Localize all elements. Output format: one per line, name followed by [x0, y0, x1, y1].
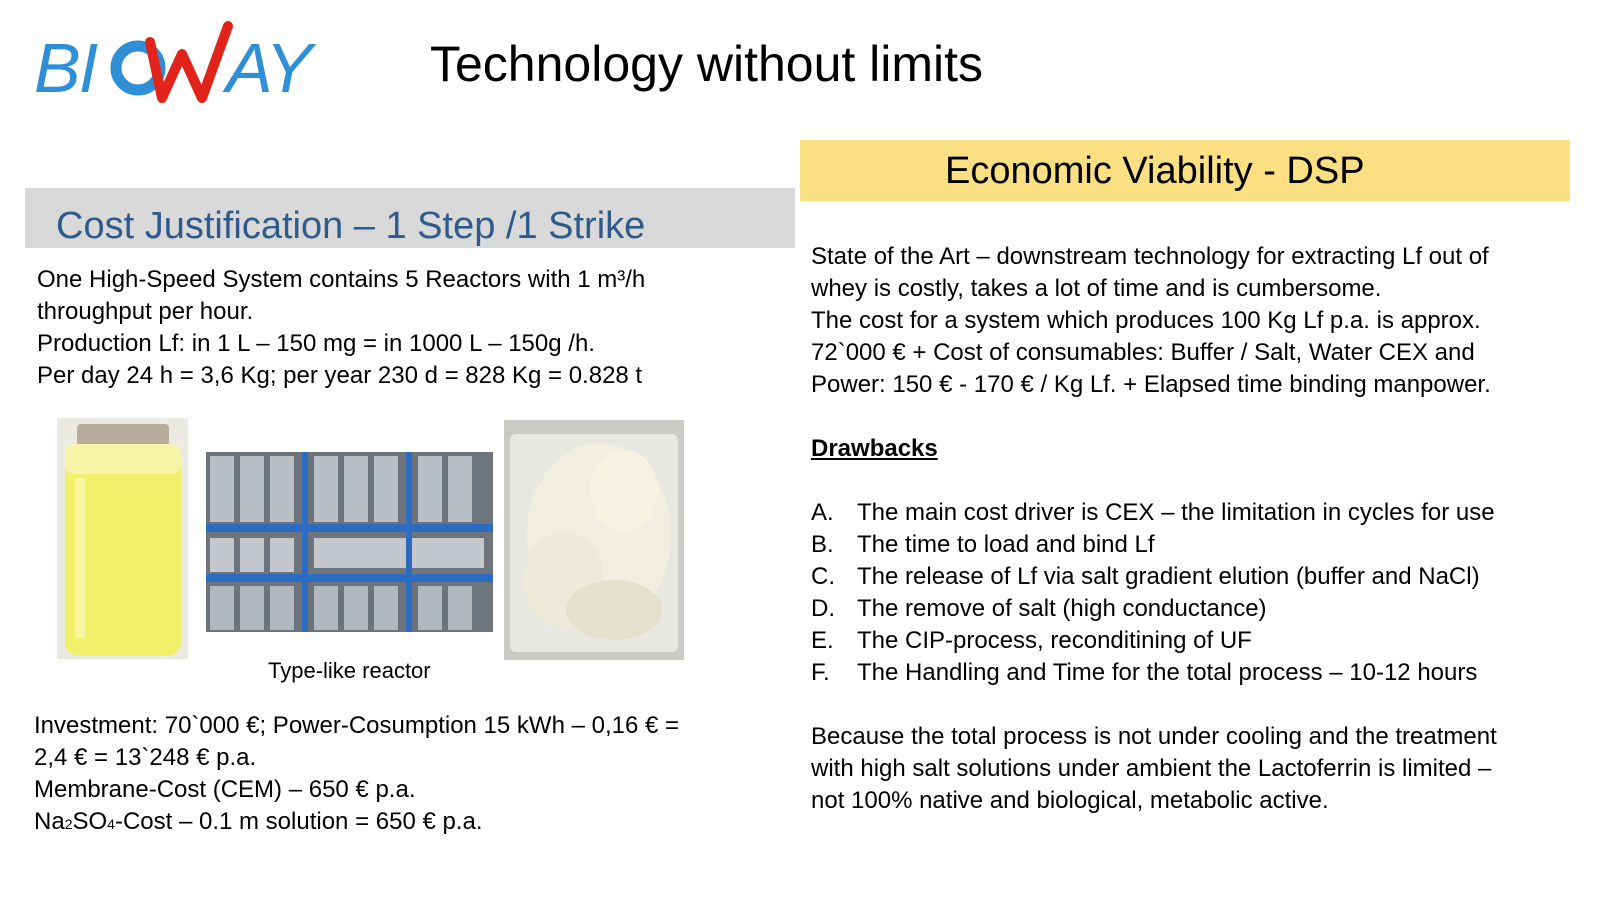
formula-part: Na: [34, 808, 65, 835]
list-item-text: The CIP-process, reconditining of UF: [857, 627, 1252, 654]
list-item: [811, 561, 1591, 593]
right-section-title: Economic Viability - DSP: [945, 150, 1365, 192]
economic-viability-text: [811, 241, 1591, 817]
drawbacks-heading: Drawbacks: [811, 435, 938, 462]
text-line: not 100% native and biological, metabolic active.: [811, 787, 1329, 814]
text-line: Because the total process is not under cooling and the treatment: [811, 723, 1497, 750]
bioway-logo: [32, 18, 342, 108]
text-line: whey is costly, takes a lot of time and is cumbersome.: [811, 275, 1382, 302]
conclusion-paragraph: [811, 721, 1591, 817]
text-line: The cost for a system which produces 100 Kg Lf p.a. is approx.: [811, 307, 1481, 334]
list-item-text: The remove of salt (high conductance): [857, 595, 1267, 622]
cost-details: [34, 710, 794, 840]
text-line: State of the Art – downstream technology for extracting Lf out of: [811, 243, 1489, 270]
list-item-text: The release of Lf via salt gradient elution (buffer and NaCl): [857, 563, 1480, 590]
formula-subscript: 4: [107, 816, 115, 832]
list-marker: D.: [811, 595, 835, 622]
yellow-liquid-jar-photo: [57, 418, 188, 659]
sodium-sulfate-cost-line: [34, 806, 794, 840]
list-marker: F.: [811, 659, 830, 686]
formula-subscript: 2: [64, 816, 73, 832]
list-marker: E.: [811, 627, 834, 654]
text-line: with high salt solutions under ambient the Lactoferrin is limited –: [811, 755, 1492, 782]
list-marker: C.: [811, 563, 835, 590]
list-item: [811, 593, 1591, 625]
text-line: 2,4 € = 13`248 € p.a.: [34, 744, 257, 771]
text-line: One High-Speed System contains 5 Reactors with 1 m³/h: [37, 266, 646, 293]
text-line: Production Lf: in 1 L – 150 mg = in 1000 L – 150g /h.: [37, 330, 595, 357]
list-item-text: The main cost driver is CEX – the limitation in cycles for use: [857, 499, 1495, 526]
page-headline: Technology without limits: [430, 36, 984, 92]
list-item-text: The Handling and Time for the total process – 10-12 hours: [857, 659, 1478, 686]
cost-text: -Cost – 0.1 m solution = 650 € p.a.: [114, 808, 483, 835]
list-item: [811, 497, 1591, 529]
reactor-caption: Type-like reactor: [268, 658, 431, 683]
formula-part: SO: [72, 808, 108, 835]
list-item: [811, 625, 1591, 657]
list-marker: B.: [811, 531, 834, 558]
list-item-text: The time to load and bind Lf: [857, 531, 1155, 558]
left-section-title: Cost Justification – 1 Step /1 Strike: [56, 205, 646, 247]
production-description: [37, 264, 777, 392]
list-item: [811, 529, 1591, 561]
list-marker: A.: [811, 499, 834, 526]
white-powder-tray-photo: [504, 420, 684, 660]
text-line: throughput per hour.: [37, 298, 254, 325]
svg-text:BI: BI: [34, 29, 97, 107]
text-line: Power: 150 € - 170 € / Kg Lf. + Elapsed time binding manpower.: [811, 371, 1491, 398]
text-line: Membrane-Cost (CEM) – 650 € p.a.: [34, 776, 416, 803]
text-line: Per day 24 h = 3,6 Kg; per year 230 d = 828 Kg = 0.828 t: [37, 362, 643, 389]
text-line: 72`000 € + Cost of consumables: Buffer / Salt, Water CEX and: [811, 339, 1475, 366]
list-item: [811, 657, 1591, 689]
svg-text:AY: AY: [226, 29, 311, 107]
reactor-array-photo: [206, 452, 493, 632]
text-line: Investment: 70`000 €; Power-Cosumption 15 kWh – 0,16 € =: [34, 712, 680, 739]
drawbacks-list: [811, 497, 1591, 689]
